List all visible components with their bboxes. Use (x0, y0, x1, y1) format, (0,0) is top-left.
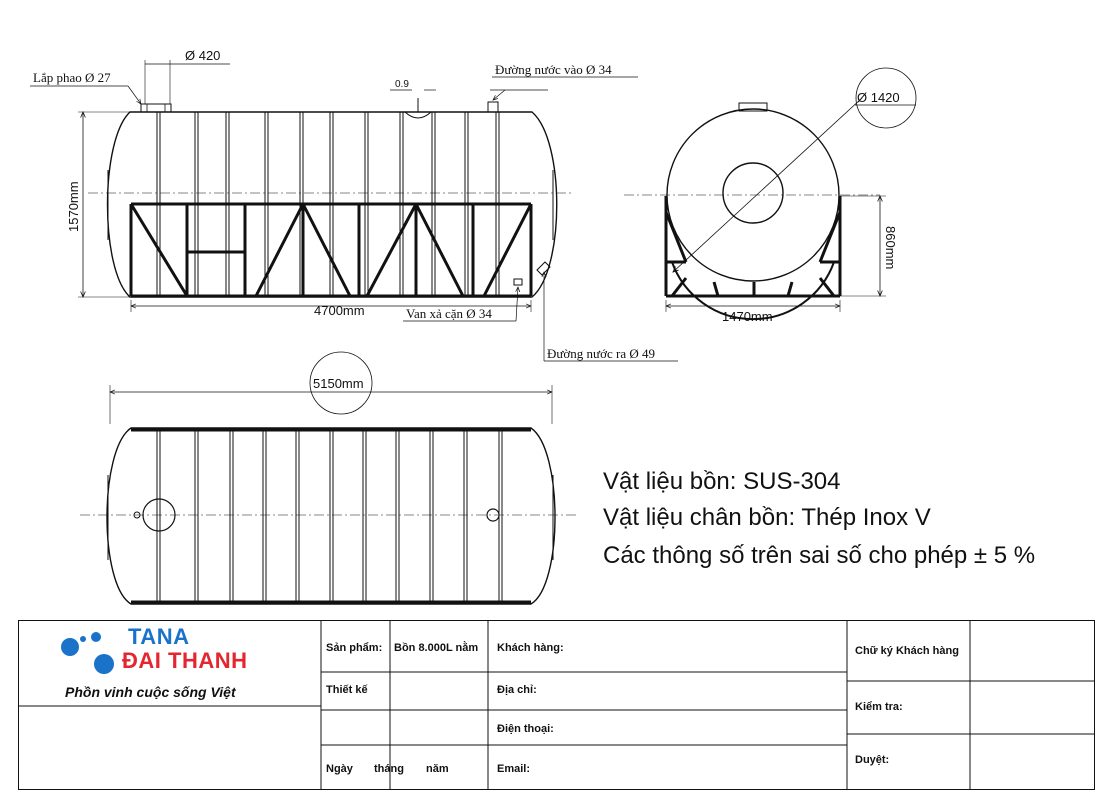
end-view (624, 68, 916, 319)
manhole-cap (141, 104, 171, 112)
title-block (18, 620, 1095, 790)
label-height-side: 1570mm (66, 181, 81, 232)
date-day-label: Ngày (326, 763, 353, 775)
vent-pipe (405, 112, 431, 118)
label-diameter-end: Ø 1420 (857, 90, 900, 105)
product-value: Bồn 8.000L nằm (394, 642, 479, 654)
end-view-manhole (723, 163, 783, 223)
water-in-pipe (488, 102, 498, 112)
water-out-valve (537, 262, 550, 275)
date-month-label: tháng (374, 763, 404, 775)
product-label: Sản phẩm: (326, 642, 383, 654)
spec-tank-material: Vật liệu bồn: SUS-304 (603, 468, 841, 495)
company-slogan: Phồn vinh cuộc sống Việt (65, 684, 236, 700)
diameter-leader (673, 98, 862, 272)
label-length-body: 4700mm (314, 303, 365, 318)
check-label: Kiểm tra: (855, 701, 903, 713)
logo-text-bottom: ĐAI THANH (122, 648, 248, 673)
phone-label: Điện thoại: (497, 723, 554, 735)
label-drain-valve: Van xả cặn Ø 34 (406, 306, 492, 321)
label-float-inlet: Lắp phao Ø 27 (33, 70, 111, 85)
drain-valve (514, 279, 522, 285)
customer-signature-label: Chữ ký Khách hàng (855, 645, 959, 657)
designer-label: Thiết kế (326, 684, 368, 696)
plan-view-shell (107, 428, 555, 604)
address-label: Địa chỉ: (497, 684, 537, 696)
side-view-stand (131, 204, 531, 296)
spec-tolerance: Các thông số trên sai số cho phép ± 5 % (603, 542, 1036, 569)
label-total-length: 5150mm (313, 376, 364, 391)
label-water-in: Đường nước vào Ø 34 (495, 62, 612, 77)
label-vent-dim: 0.9 (395, 79, 409, 90)
spec-stand-material: Vật liệu chân bồn: Thép Inox V (603, 504, 931, 531)
customer-label: Khách hàng: (497, 642, 564, 654)
approve-label: Duyệt: (855, 754, 890, 766)
logo-mark (60, 627, 120, 677)
label-stand-height: 860mm (883, 226, 898, 270)
label-stand-width: 1470mm (722, 309, 773, 324)
date-year-label: năm (426, 763, 449, 775)
label-water-out: Đường nước ra Ø 49 (547, 346, 655, 361)
email-label: Email: (497, 763, 531, 775)
label-manhole-diameter: Ø 420 (185, 48, 221, 63)
logo-text-top: TANA (128, 624, 190, 649)
